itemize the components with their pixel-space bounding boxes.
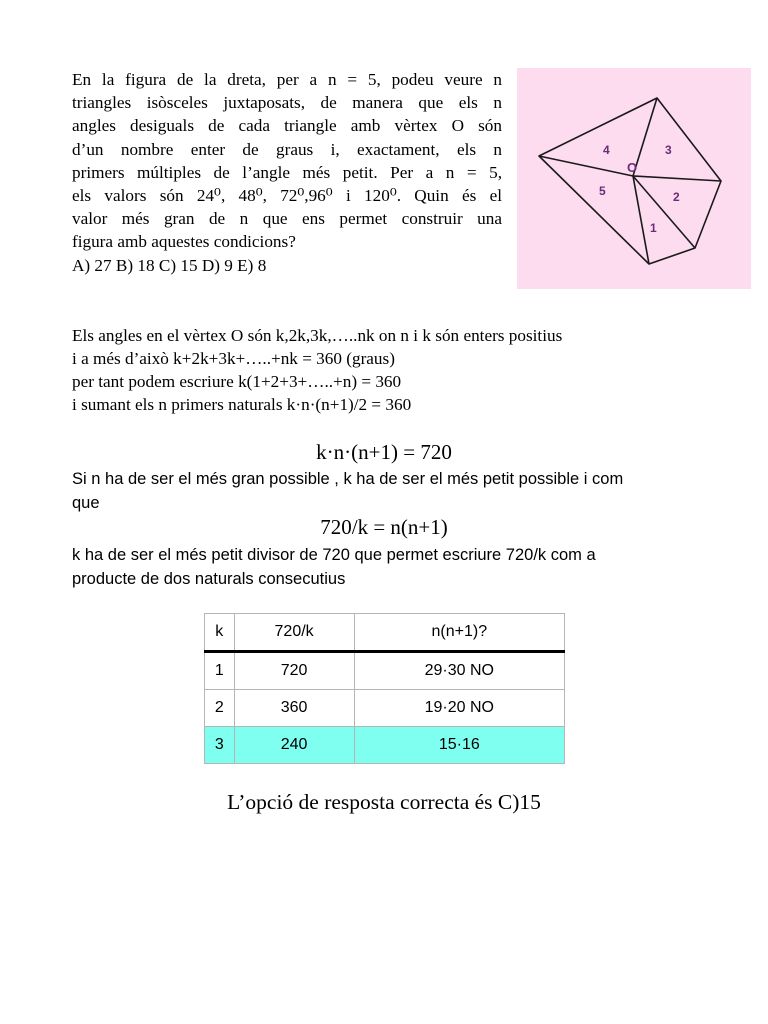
table-row: [205, 652, 565, 690]
figure-outline: [539, 98, 721, 264]
edge-o-d: [633, 176, 695, 248]
table-cell: 15·16: [354, 727, 564, 764]
table-cell: 2: [205, 690, 235, 727]
table-header-k: k: [205, 614, 235, 652]
problem-line: els valors són 24⁰, 48⁰, 72⁰,96⁰ i 120⁰. Quin és el: [72, 185, 502, 205]
text2-line1: Si n ha de ser el més gran possible , k ha de ser el més petit possible i com: [72, 470, 624, 488]
problem-line: angles desiguals de cada triangle amb vèrtex O són: [72, 116, 502, 136]
problem-line: triangles isòsceles juxtaposats, de manera que els n: [72, 93, 502, 113]
triangles-figure: [517, 68, 751, 289]
table-header-product: n(n+1)?: [354, 614, 564, 652]
table-cell: 29·30 NO: [354, 652, 564, 690]
triangle-label-1: 1: [650, 221, 657, 235]
table-cell: 1: [205, 652, 235, 690]
table-row-highlighted: [205, 727, 565, 764]
text3-line2: producte de dos naturals consecutius: [72, 570, 346, 588]
text2-line2: que: [72, 494, 100, 512]
problem-line: En la figura de la dreta, per a n = 5, podeu veure n: [72, 70, 502, 89]
table-cell: 19·20 NO: [354, 690, 564, 727]
divisor-table: [204, 613, 565, 764]
edge-o-c: [633, 176, 721, 181]
table-header-quotient: 720/k: [234, 614, 354, 652]
equation-2: 720/k = n(n+1): [320, 515, 448, 539]
table-cell: 240: [234, 727, 354, 764]
problem-line: d’un nombre enter de graus i, exactament, els n: [72, 139, 502, 159]
solution-line: i sumant els n primers naturals k·n·(n+1)/2 = 360: [72, 395, 412, 414]
table-row: [205, 690, 565, 727]
vertex-label-o: O: [627, 160, 638, 175]
problem-line: figura amb aquestes condicions?: [72, 232, 296, 252]
problem-line: valor més gran de n que ens permet construir una: [72, 209, 502, 229]
text3-line1: k ha de ser el més petit divisor de 720 que permet escriure 720/k com a: [72, 546, 596, 564]
problem-statement: [72, 68, 502, 277]
table-cell: 720: [234, 652, 354, 690]
triangle-label-5: 5: [599, 184, 606, 198]
solution-line: i a més d’això k+2k+3k+…..+nk = 360 (graus): [72, 349, 395, 368]
edge-o-a: [539, 156, 633, 176]
triangle-label-4: 4: [603, 143, 610, 157]
solution-line: Els angles en el vèrtex O són k,2k,3k,…..nk on n i k són enters positius: [72, 326, 563, 345]
table-cell: 3: [205, 727, 235, 764]
problem-line: primers múltiples de l’angle més petit. Per a n = 5,: [72, 162, 502, 182]
triangle-label-2: 2: [673, 190, 680, 204]
solution-line: per tant podem escriure k(1+2+3+…..+n) = 360: [72, 372, 402, 391]
triangle-label-3: 3: [665, 143, 672, 157]
equation-1: k·n·(n+1) = 720: [316, 440, 452, 464]
final-answer: L’opció de resposta correcta és C)15: [227, 790, 541, 814]
table-header-row: [205, 614, 565, 652]
triangles-diagram: [517, 68, 751, 289]
table-cell: 360: [234, 690, 354, 727]
answer-options: A) 27 B) 18 C) 15 D) 9 E) 8: [72, 255, 267, 275]
